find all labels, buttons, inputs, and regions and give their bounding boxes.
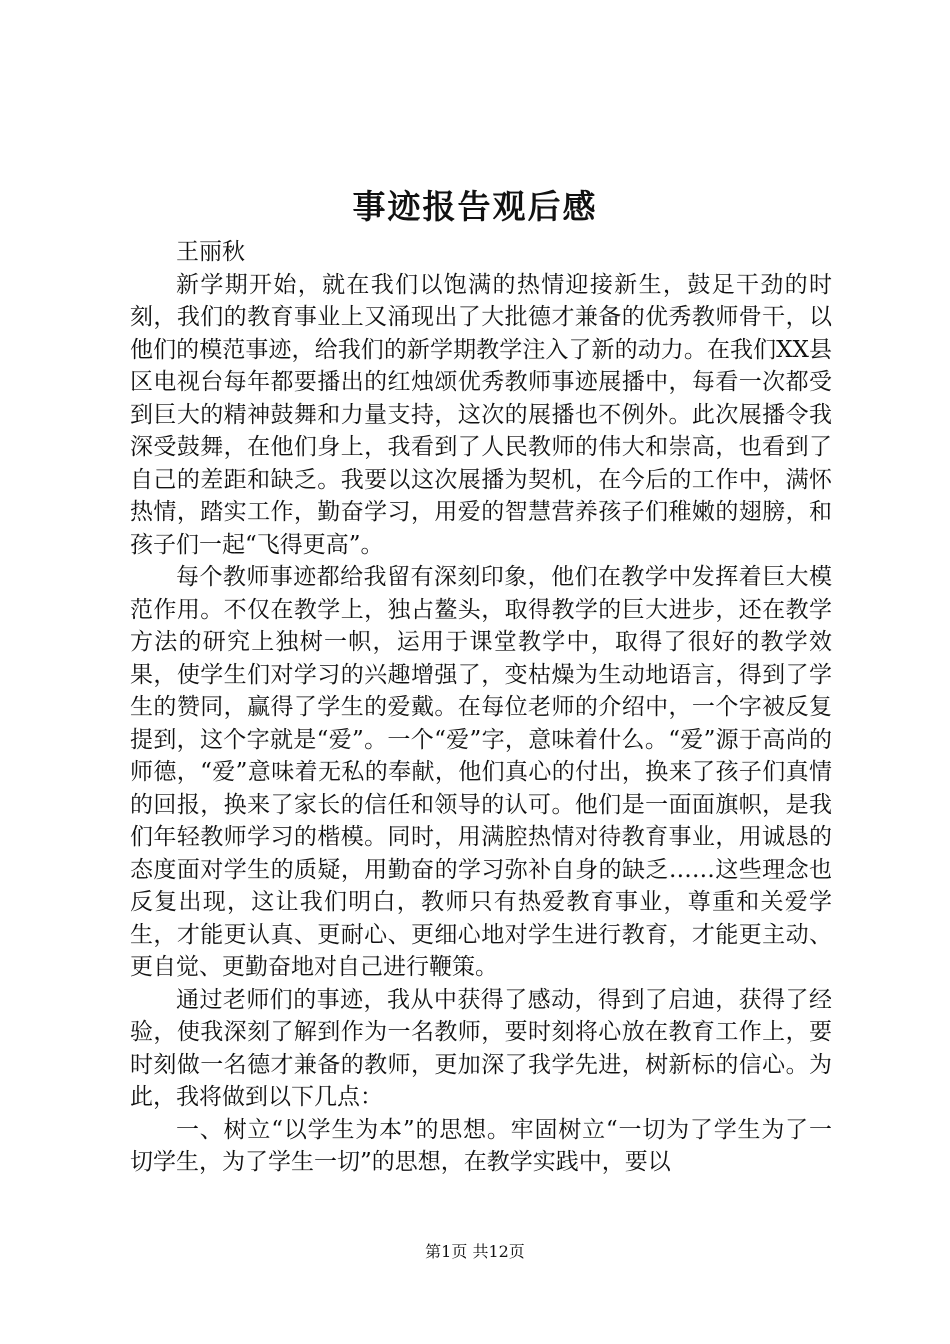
page-footer: 第1页 共12页 — [425, 1242, 525, 1261]
paragraph: 每个教师事迹都给我留有深刻印象，他们在教学中发挥着巨大模范作用。不仅在教学上，独占鳌头，取得教学的巨大进步，还在教学方法的研究上独树一帜，运用于课堂教学中，取得了很好的教学效果，使学生们对学习的兴趣增强了，变枯燥为生动地语言，得到了学生的赞同，赢得了学生的爱戴。在每位老师的介绍中，一个字被反复提到，这个字就是“爱”。一个“爱”字，意味着什么。“爱”源于高尚的师德，“爱”意味着无私的奉献，他们真心的付出，换来了孩子们真情的回报，换来了家长的信任和领导的认可。他们是一面面旗帜，是我们年轻教师学习的楷模。同时，用满腔热情对待教育事业，用诚恳的态度面对学生的质疑，用勤奋的学习弥补自身的缺乏……这些理念也反复出现，这让我们明白，教师只有热爱教育事业，尊重和关爱学生，才能更认真、更耐心、更细心地对学生进行教育，才能更主动、更自觉、更勤奋地对自己进行鞭策。 — [130, 564, 832, 980]
document-title: 事迹报告观后感 — [352, 187, 598, 226]
author-name: 王丽秋 — [176, 239, 245, 265]
paragraph: 通过老师们的事迹，我从中获得了感动，得到了启迪，获得了经验，使我深刻了解到作为一名教师，要时刻将心放在教育工作上，要时刻做一名德才兼备的教师，更加深了我学先进，树新标的信心。为此，我将做到以下几点： — [130, 986, 832, 1110]
document-body — [130, 236, 832, 1179]
paragraph: 一、树立“以学生为本”的思想。牢固树立“一切为了学生为了一切学生，为了学生一切”的思想，在教学实践中，要以 — [130, 1116, 832, 1175]
paragraph: 新学期开始，就在我们以饱满的热情迎接新生，鼓足干劲的时刻，我们的教育事业上又涌现出了大批德才兼备的优秀教师骨干，以他们的模范事迹，给我们的新学期教学注入了新的动力。在我们XX县区电视台每年都要播出的红烛颂优秀教师事迹展播中，每看一次都受到巨大的精神鼓舞和力量支持，这次的展播也不例外。此次展播令我深受鼓舞，在他们身上，我看到了人民教师的伟大和崇高，也看到了自己的差距和缺乏。我要以这次展播为契机，在今后的工作中，满怀热情，踏实工作，勤奋学习，用爱的智慧营养孩子们稚嫩的翅膀，和孩子们一起“飞得更高”。 — [130, 271, 832, 558]
